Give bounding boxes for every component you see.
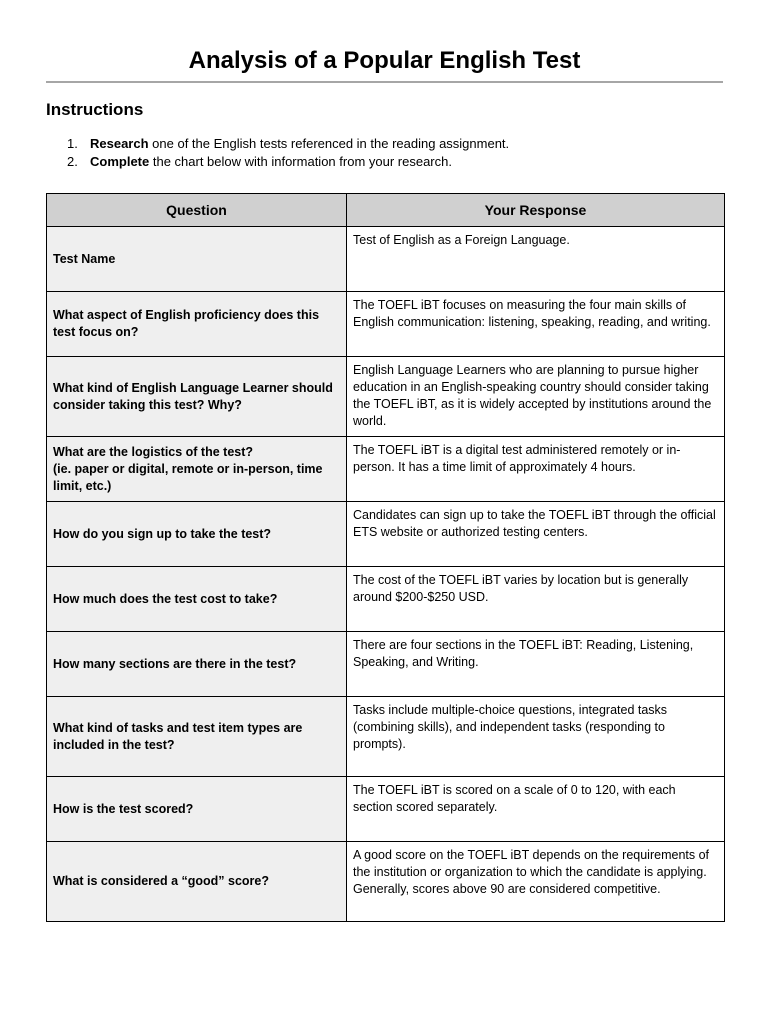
table-row (47, 842, 725, 922)
table-row (47, 227, 725, 292)
question-cell: What kind of English Language Learner should consider taking this test? Why? (47, 357, 347, 437)
step-text: one of the English tests referenced in the reading assignment. (148, 136, 510, 151)
response-cell: The TOEFL iBT is a digital test administered remotely or in-person. It has a time limit of approximately 4 hours. (347, 437, 725, 502)
response-cell: The cost of the TOEFL iBT varies by location but is generally around $200-$250 USD. (347, 567, 725, 632)
table-row (47, 567, 725, 632)
question-cell: How much does the test cost to take? (47, 567, 347, 632)
step-number: 2. (67, 154, 78, 169)
table-row (47, 437, 725, 502)
page-title: Analysis of a Popular English Test (188, 47, 581, 74)
response-cell: The TOEFL iBT focuses on measuring the four main skills of English communication: listening, speaking, reading, and writing. (347, 292, 725, 357)
table-row (47, 632, 725, 697)
question-cell: How is the test scored? (47, 777, 347, 842)
table-header-row (47, 194, 725, 227)
step-verb: Complete (90, 154, 150, 169)
step-verb: Research (90, 136, 149, 151)
column-header-question: Question (47, 194, 347, 227)
column-header-response: Your Response (347, 194, 725, 227)
title-divider (46, 81, 723, 83)
question-cell: Test Name (47, 227, 347, 292)
table-row (47, 697, 725, 777)
response-cell: The TOEFL iBT is scored on a scale of 0 to 120, with each section scored separately. (347, 777, 725, 842)
instruction-step (46, 135, 723, 153)
question-cell: What kind of tasks and test item types are included in the test? (47, 697, 347, 777)
response-table (46, 193, 725, 922)
instructions-list (46, 135, 723, 171)
response-cell: A good score on the TOEFL iBT depends on the requirements of the institution or organization to which the candidate is applying. Generally, scores above 90 are considered competitive. (347, 842, 725, 922)
instruction-step (46, 153, 723, 171)
response-cell: English Language Learners who are planning to pursue higher education in an English-speaking country should consider taking the TOEFL iBT, as it is widely accepted by institutions around the world. (347, 357, 725, 437)
question-cell: What aspect of English proficiency does this test focus on? (47, 292, 347, 357)
response-cell: Test of English as a Foreign Language. (347, 227, 725, 292)
step-text: the chart below with information from your research. (149, 154, 452, 169)
instructions-heading: Instructions (46, 100, 144, 119)
response-cell: Tasks include multiple-choice questions, integrated tasks (combining skills), and independent tasks (responding to prompts). (347, 697, 725, 777)
response-cell: There are four sections in the TOEFL iBT: Reading, Listening, Speaking, and Writing. (347, 632, 725, 697)
table-row (47, 357, 725, 437)
question-cell: What is considered a “good” score? (47, 842, 347, 922)
table-row (47, 292, 725, 357)
table-row (47, 502, 725, 567)
table-row (47, 777, 725, 842)
question-cell: How do you sign up to take the test? (47, 502, 347, 567)
response-cell: Candidates can sign up to take the TOEFL iBT through the official ETS website or authorized testing centers. (347, 502, 725, 567)
question-cell: What are the logistics of the test? (ie. paper or digital, remote or in-person, time limit, etc.) (47, 437, 347, 502)
step-number: 1. (67, 136, 78, 151)
question-cell: How many sections are there in the test? (47, 632, 347, 697)
